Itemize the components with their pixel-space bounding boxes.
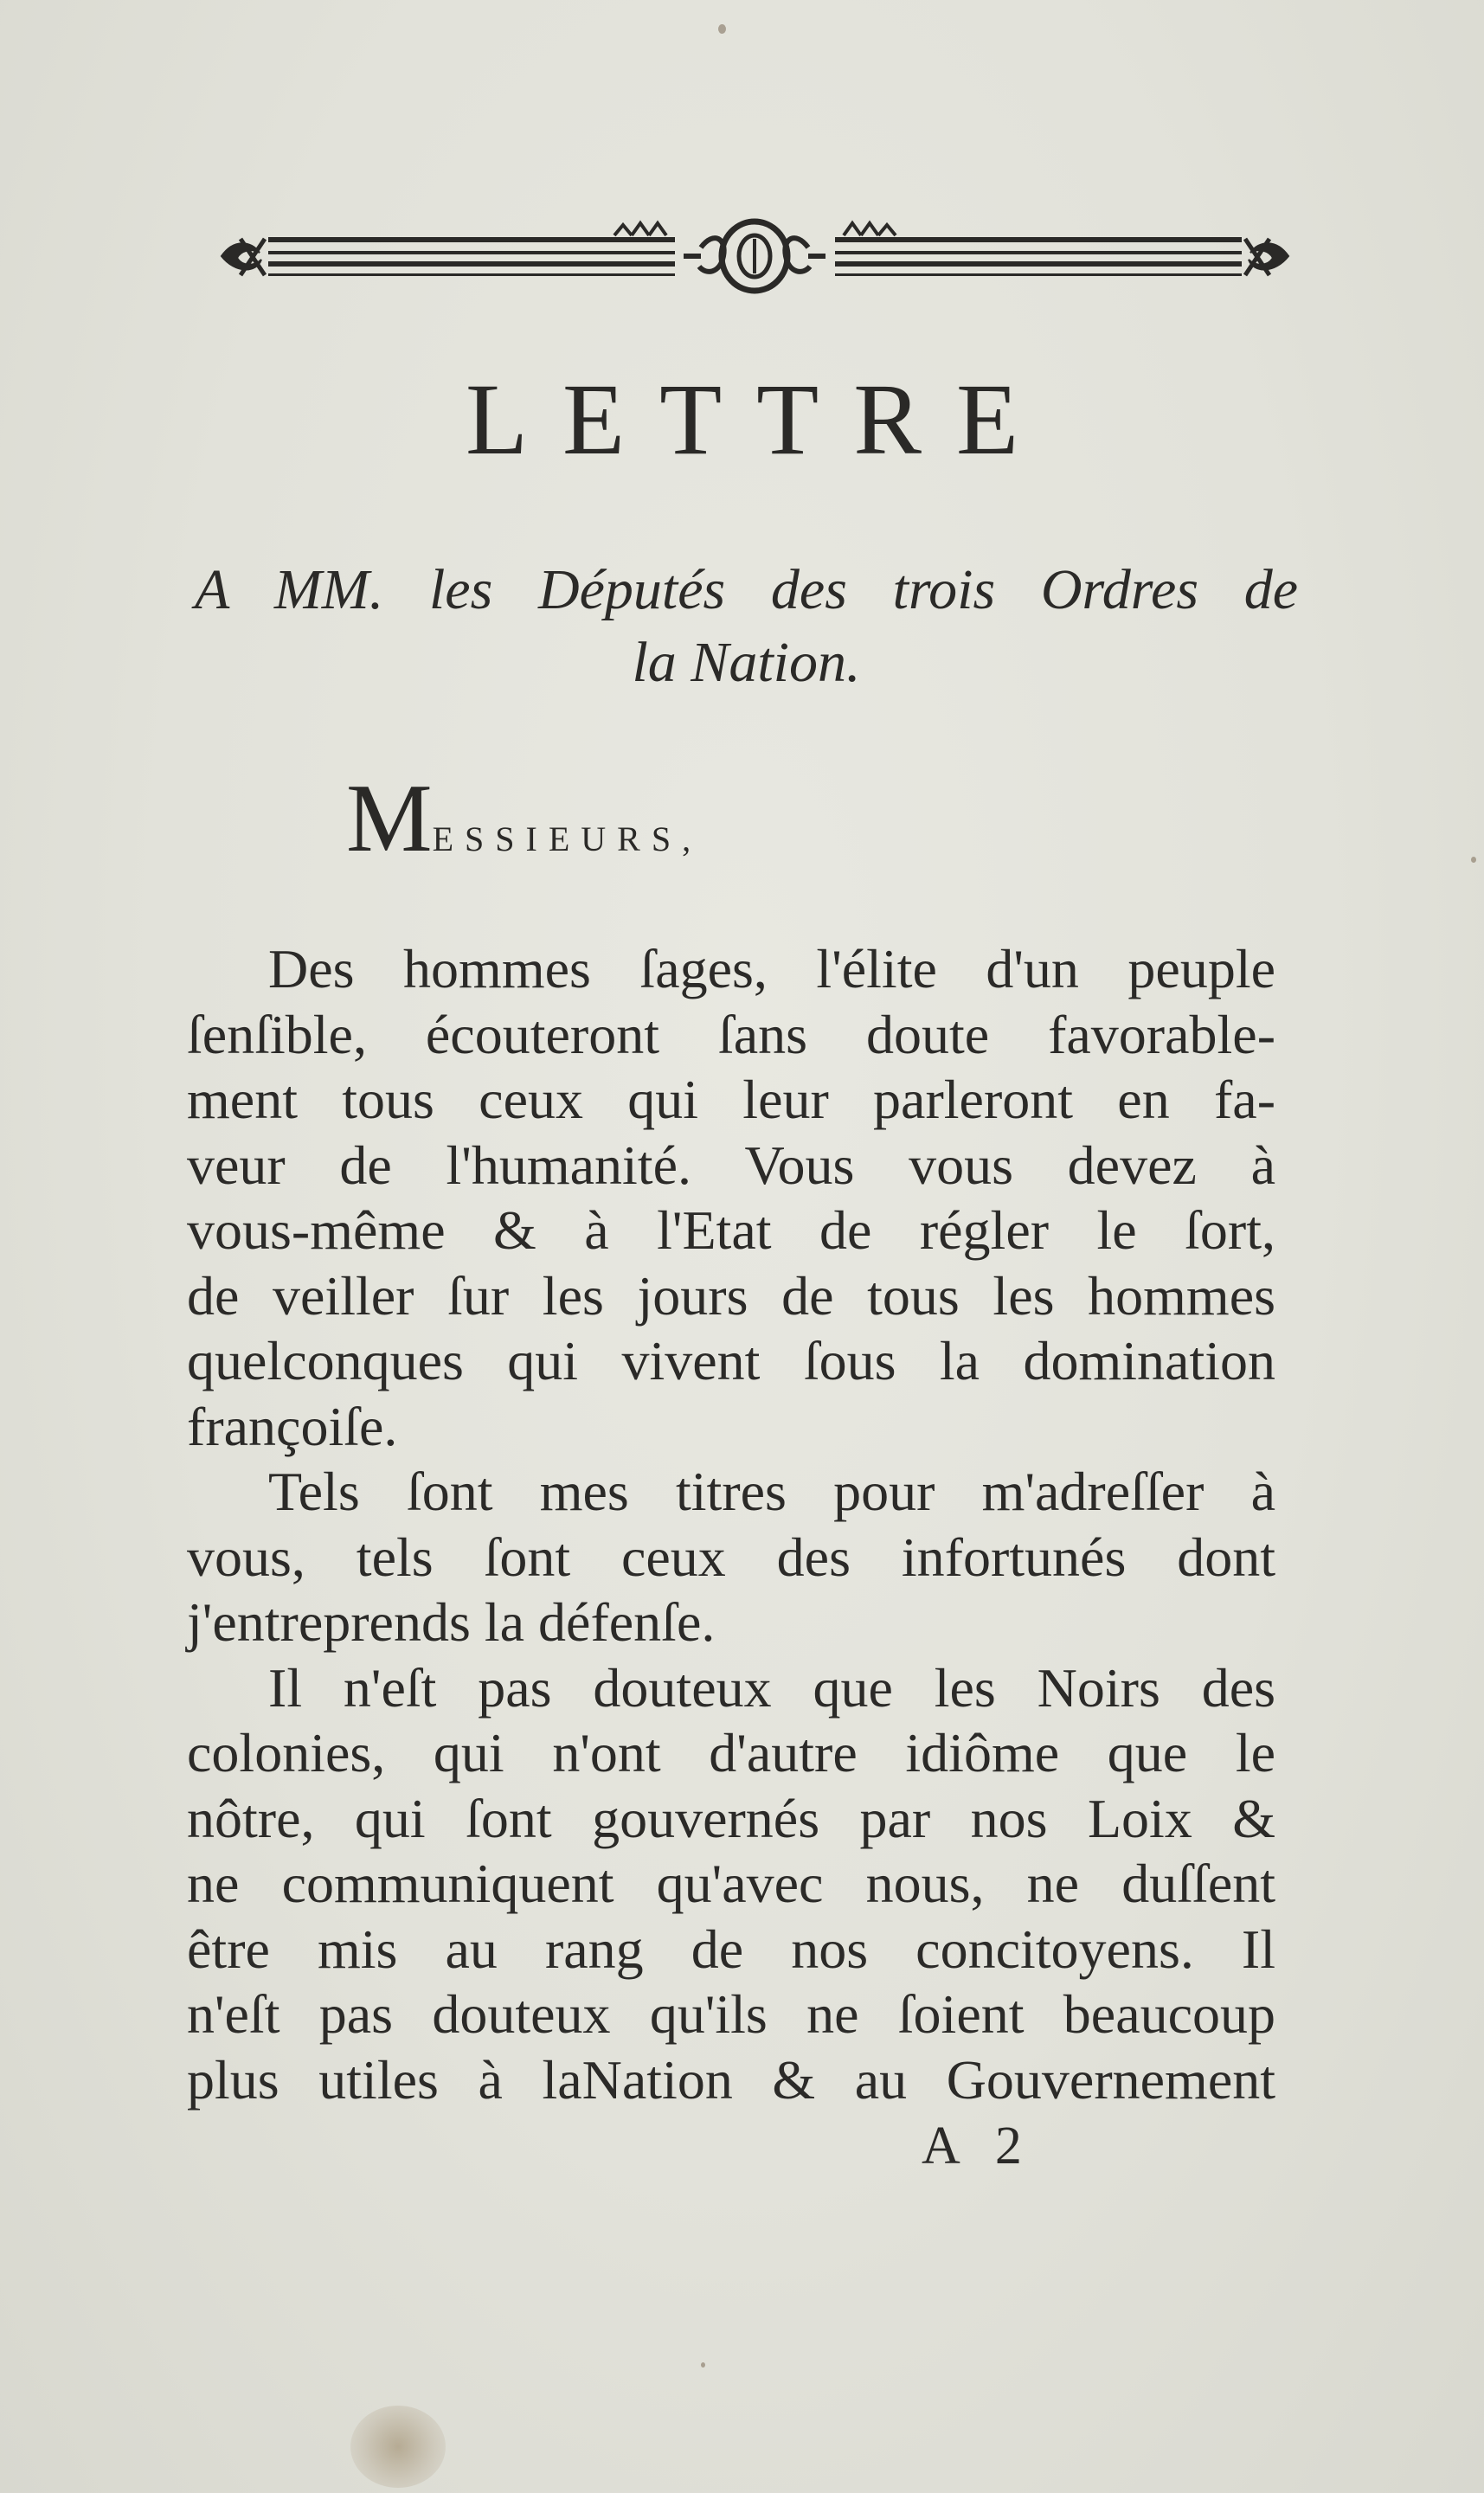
- text-line: colonies, qui n'ont d'autre idiôme que le: [187, 1722, 1275, 1783]
- text-line: Des hommes ſages, l'élite d'un peuple: [268, 938, 1275, 999]
- paper-speck: [718, 24, 726, 34]
- salutation: [346, 765, 703, 872]
- ornamental-headpiece: [216, 213, 1294, 298]
- paper-speck: [1471, 857, 1476, 863]
- text-line: plus utiles à laNation & au Gouvernement: [187, 2048, 1275, 2111]
- salutation-small-caps: ESSIEURS,: [432, 819, 703, 858]
- text-line: ne communiquent qu'avec nous, ne duſſent: [187, 1853, 1275, 1914]
- paragraph: [187, 1459, 1275, 1655]
- text-line: nôtre, qui ſont gouvernés par nos Loix &: [187, 1787, 1275, 1849]
- text-line: être mis au rang de nos concitoyens. Il: [187, 1918, 1275, 1980]
- text-line: veur de l'humanité. Vous vous devez à: [187, 1134, 1275, 1196]
- letter-body: [187, 936, 1275, 2112]
- text-line: quelconques qui vivent ſous la domination: [187, 1330, 1275, 1391]
- text-line: françoiſe.: [187, 1395, 398, 1457]
- salutation-drop-capital: M: [346, 765, 433, 872]
- text-line: Il n'eſt pas douteux que les Noirs des: [268, 1656, 1275, 1719]
- text-line: n'eſt pas douteux qu'ils ne ſoient beaucoup: [187, 1983, 1275, 2045]
- paragraph: [187, 936, 1275, 1459]
- text-line: j'entreprends la défenſe.: [187, 1591, 716, 1653]
- text-line: ment tous ceux qui leur parleront en fa-: [187, 1069, 1275, 1130]
- address-heading-line-1: A MM. les Députés des trois Ordres de: [195, 558, 1298, 621]
- text-line: vous, tels ſont ceux des infortunés dont: [187, 1526, 1275, 1588]
- paragraph: [187, 1655, 1275, 2113]
- address-heading-line-2: la Nation.: [632, 631, 861, 694]
- signature-mark: A 2: [922, 2117, 1034, 2175]
- text-line: de veiller ſur les jours de tous les hommes: [187, 1264, 1275, 1327]
- page-title: LETTRE: [465, 363, 1054, 476]
- address-heading: [195, 554, 1298, 699]
- paper-stain: [350, 2406, 446, 2488]
- text-line: vous-même & à l'Etat de régler le ſort,: [187, 1199, 1275, 1261]
- paper-speck: [701, 2362, 705, 2368]
- text-line: ſenſible, écouteront ſans doute favorable-: [187, 1003, 1275, 1065]
- text-line: Tels ſont mes titres pour m'adreſſer à: [268, 1461, 1275, 1522]
